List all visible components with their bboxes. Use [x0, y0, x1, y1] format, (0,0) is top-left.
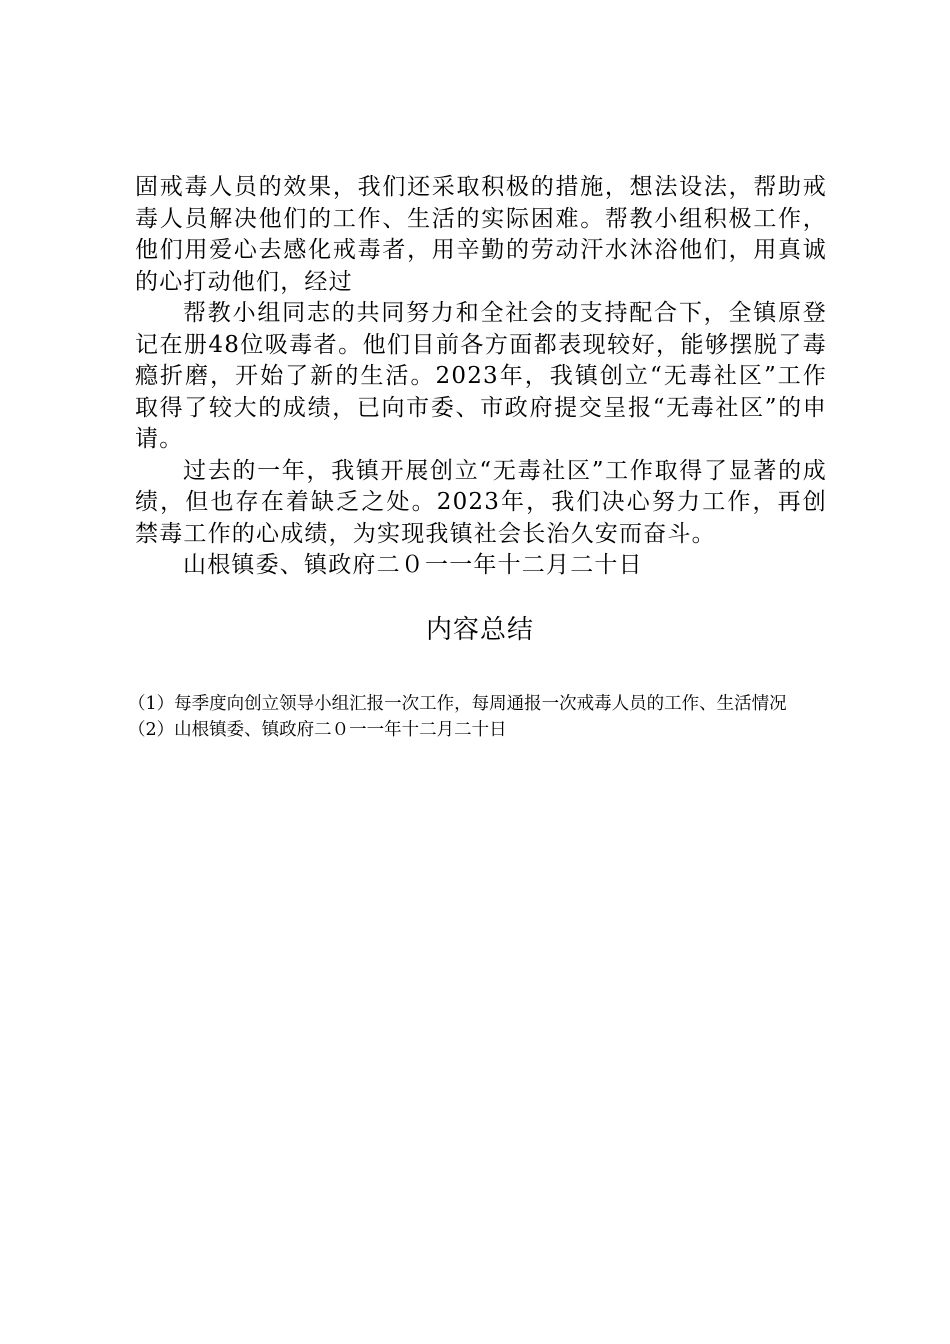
paragraph-results: 帮教小组同志的共同努力和全社会的支持配合下，全镇原登记在册48位吸毒者。他们目前各方面都表现较好，能够摆脱了毒瘾折磨，开始了新的生活。2023年，我镇创立“无毒社区”工作取得了较大的成绩，已向市委、市政府提交呈报“无毒社区”的申请。: [135, 300, 827, 452]
signature-line: 山根镇委、镇政府二０一一年十二月二十日: [183, 552, 643, 578]
summary-list: [128, 691, 828, 743]
body-text: [135, 172, 827, 582]
summary-heading: 内容总结: [425, 615, 534, 645]
paragraph-continuation: 固戒毒人员的效果，我们还采取积极的措施，想法设法，帮助戒毒人员解决他们的工作、生活的实际困难。帮教小组积极工作，他们用爱心去感化戒毒者，用辛勤的劳动汗水沐浴他们，用真诚的心打动他们，经过: [135, 174, 827, 295]
summary-item: （2）山根镇委、镇政府二０一一年十二月二十日: [128, 720, 507, 740]
paragraph-conclusion: 过去的一年，我镇开展创立“无毒社区”工作取得了显著的成绩，但也存在着缺乏之处。2023年，我们决心努力工作，再创禁毒工作的心成绩，为实现我镇社会长治久安而奋斗。: [135, 457, 827, 547]
summary-item: （1）每季度向创立领导小组汇报一次工作，每周通报一次戒毒人员的工作、生活情况: [128, 694, 787, 714]
